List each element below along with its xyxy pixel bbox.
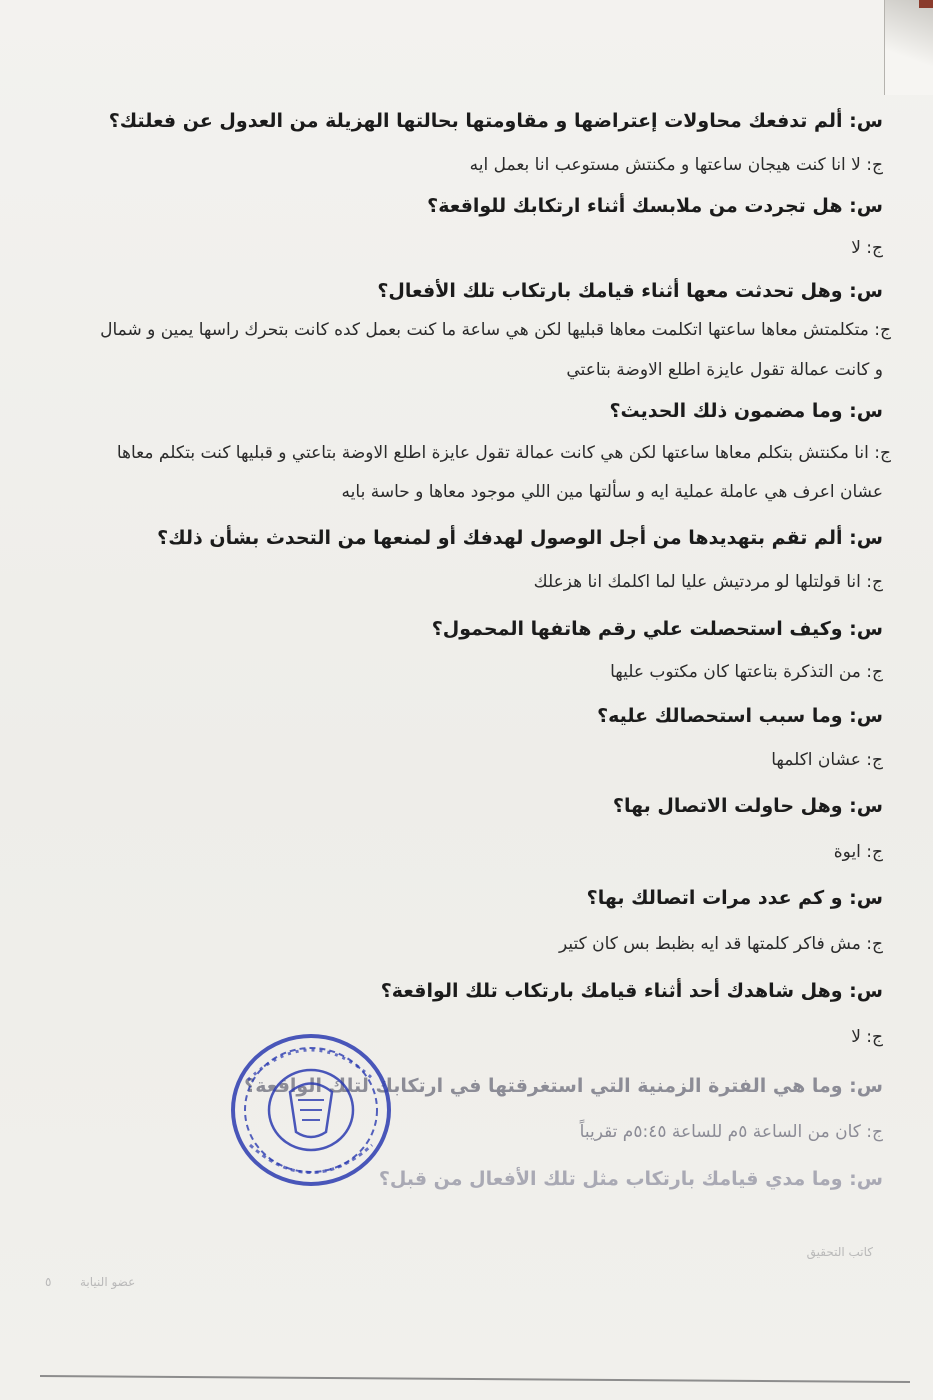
answer-10: ج: لا: [851, 1027, 883, 1047]
question-11: س: وما هي الفترة الزمنية التي استغرقتها في ارتكابك لتلك الواقعة؟: [244, 1075, 883, 1097]
page-number: ٥: [45, 1275, 52, 1289]
answer-4-line-2: عشان اعرف هي عاملة عملية ايه و سألتها مين اللي موجود معاها و حاسة بايه: [341, 482, 883, 502]
answer-5: ج: انا قولتلها لو مردتيش عليا لما اكلمك انا هزعلك: [533, 572, 883, 592]
question-1: س: ألم تدفعك محاولات إعتراضها و مقاومتها بحالتها الهزيلة من العدول عن فعلتك؟: [108, 110, 883, 132]
answer-3-line-2: و كانت عمالة تقول عايزة اطلع الاوضة بتاعتي: [566, 360, 883, 380]
corner-mark: [919, 0, 933, 8]
question-2: س: هل تجردت من ملابسك أثناء ارتكابك للواقعة؟: [427, 195, 883, 217]
bottom-rule: [40, 1375, 910, 1383]
answer-8: ج: ايوة: [833, 842, 883, 862]
answer-1: ج: لا انا كنت هيجان ساعتها و مكنتش مستوعب انا بعمل ايه: [469, 155, 883, 175]
question-10: س: وهل شاهدك أحد أثناء قيامك بارتكاب تلك الواقعة؟: [380, 980, 883, 1002]
clerk-signature-label: كاتب التحقيق: [806, 1245, 873, 1259]
question-4: س: وما مضمون ذلك الحديث؟: [609, 400, 883, 422]
answer-9: ج: مش فاكر كلمتها قد ايه بظبط بس كان كتير: [558, 934, 883, 954]
prosecutor-signature-label: عضو النيابة: [80, 1275, 136, 1289]
question-7: س: وما سبب استحصالك عليه؟: [597, 705, 883, 727]
answer-4-line-1: ج: انا مكنتش بتكلم معاها ساعتها لكن هي كانت عمالة تقول عايزة اطلع الاوضة بتاعتي و قبليها كنت بتكلم معاها: [116, 443, 891, 463]
folded-corner: [884, 0, 933, 95]
answer-2: ج: لا: [851, 238, 883, 258]
answer-3-line-1: ج: متكلمتش معاها ساعتها اتكلمت معاها قبليها لكن هي ساعة ما كنت بعمل كده كانت بتحرك راسها يمين و شمال: [100, 320, 891, 340]
answer-6: ج: من التذكرة بتاعتها كان مكتوب عليها: [610, 662, 883, 682]
answer-11: ج: كان من الساعة ٥م للساعة ٥:٤٥م تقريباً: [579, 1122, 883, 1142]
official-stamp: [228, 1030, 394, 1190]
question-3: س: وهل تحدثت معها أثناء قيامك بارتكاب تلك الأفعال؟: [377, 280, 883, 302]
question-5: س: ألم تقم بتهديدها من أجل الوصول لهدفك أو لمنعها من التحدث بشأن ذلك؟: [157, 527, 883, 549]
question-6: س: وكيف استحصلت علي رقم هاتفها المحمول؟: [431, 618, 883, 640]
question-9: س: و كم عدد مرات اتصالك بها؟: [586, 887, 883, 909]
question-8: س: وهل حاولت الاتصال بها؟: [612, 795, 883, 817]
question-12: س: وما مدي قيامك بارتكاب مثل تلك الأفعال من قبل؟: [378, 1168, 883, 1190]
answer-7: ج: عشان اكلمها: [771, 750, 883, 770]
